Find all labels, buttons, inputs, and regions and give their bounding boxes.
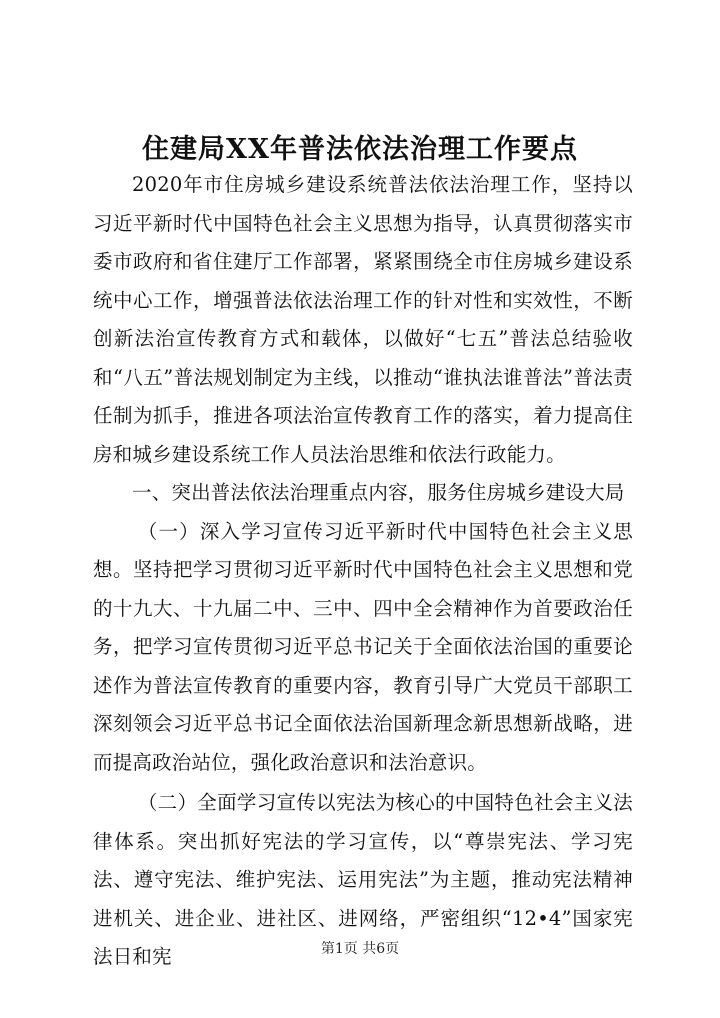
subsection-paragraph-2: （二）全面学习宣传以宪法为核心的中国特色社会主义法律体系。突出抓好宪法的学习宣传，以“尊崇宪法、学习宪法、遵守宪法、维护宪法、运用宪法”为主题，推动宪法精神进机关、进企业、进社区、进网络，严密组织“12•4”国家宪法日和宪 [93,791,633,968]
section-heading-1: 一、突出普法依法治理重点内容，服务住房城乡建设大局 [132,481,625,504]
page-footer: 第1页 共6页 [320,941,400,957]
document-body [93,166,633,977]
intro-paragraph: 2020年市住房城乡建设系统普法依法治理工作，坚持以习近平新时代中国特色社会主义思想为指导，认真贯彻落实市委市政府和省住建厅工作部署，紧紧围绕全市住房城乡建设系统中心工作，增强普法依法治理工作的针对性和实效性，不断创新法治宣传教育方式和载体，以做好“七五”普法总结验收和“八五”普法规划制定为主线，以推动“谁执法谁普法”普法责任制为抓手，推进各项法治宣传教育工作的落实，着力提高住房和城乡建设系统工作人员法治思维和依法行政能力。 [93,173,633,466]
subsection-paragraph-1: （一）深入学习宣传习近平新时代中国特色社会主义思想。坚持把学习贯彻习近平新时代中国特色社会主义思想和党的十九大、十九届二中、三中、四中全会精神作为首要政治任务，把学习宣传贯彻习近平总书记关于全面依法治国的重要论述作为普法宣传教育的重要内容，教育引导广大党员干部职工深刻领会习近平总书记全面依法治国新理念新思想新战略，进而提高政治站位，强化政治意识和法治意识。 [93,519,633,774]
document-title: 住建局XX年普法依法治理工作要点 [142,134,578,165]
